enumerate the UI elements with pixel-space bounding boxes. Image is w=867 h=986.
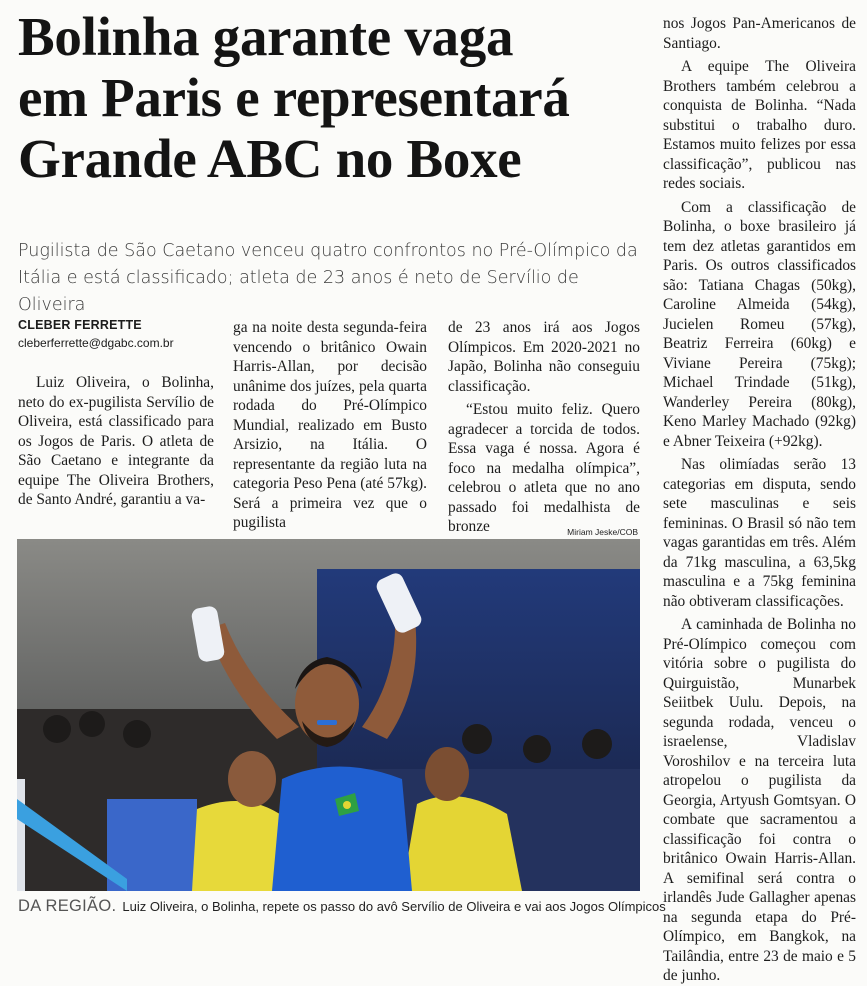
subheadline: Pugilista de São Caetano venceu quatro confrontos no Pré-Olímpico da Itália e está classificado; atleta de 23 anos é neto de Servílio de Oliveira xyxy=(18,241,638,315)
photo-credit: Miriam Jeske/COB xyxy=(567,527,638,537)
paragraph: A caminhada de Bolinha no Pré-Olímpico começou com vitória sobre o pugilista do Quirguistão, Munarbek Seiitbek Uulu. Depois, na segunda rodada, venceu o israelense, Vladislav Voroshilov e na terceira luta atropelou o pugilista da Georgia, Artyush Gomtsyan. O combate que sacramentou a classificação foi contra o britânico Owain Harris-Allan. A semifinal será contra o irlandês Jude Gallagher apenas na segunda etapa do Pré-Olímpico, em Bangkok, na Tailândia, entre 23 de maio e 5 de junho. xyxy=(663,616,856,984)
caption-tag: DA REGIÃO. xyxy=(18,897,117,915)
paragraph: “Estou muito feliz. Quero agradecer a torcida de todos. Essa vaga é nossa. Agora é foco na medalha olímpica”, celebrou o atleta que no ano passado foi medalhista de bronze xyxy=(448,401,640,535)
paragraph: Luiz Oliveira, o Bolinha, neto do ex-pugilista Servílio de Oliveira, está classificado para os Jogos de Paris. O atleta de São Caetano e integrante da equipe The Oliveira Brothers, de Santo André, garantiu a va- xyxy=(18,374,214,508)
photo-caption xyxy=(18,897,666,916)
headline-line-3: Grande ABC no Boxe xyxy=(18,128,522,189)
byline xyxy=(18,318,218,350)
headline xyxy=(18,6,650,189)
paragraph: Nas olimíadas serão 13 categorias em disputa, sendo sete masculinas e seis femininas. O Brasil só não tem vagas garantidas em três. Além da 71kg masculina, a 63,5kg masculina e a 75kg feminina não obtiveram classificações. xyxy=(663,456,856,610)
paragraph: A equipe The Oliveira Brothers também celebrou a conquista de Bolinha. “Nada substitui o trabalho duro. Estamos muito felizes por essa classificação”, publicou nas redes sociais. xyxy=(663,58,856,192)
paragraph: Com a classificação de Bolinha, o boxe brasileiro já tem dez atletas garantidos em Paris. Os outros classificados são: Tatiana Chagas (50kg), Caroline Almeida (54kg), Jucielen Romeu (57kg), Beatriz Ferreira (60kg) e Viviane Pereira (75kg); Michael Trindade (51kg), Wanderley Pereira (80kg), Keno Marley Machado (92kg) e Abner Teixeira (+92kg). xyxy=(663,198,856,450)
paragraph: de 23 anos irá aos Jogos Olímpicos. Em 2020-2021 no Japão, Bolinha não conseguiu classificação. xyxy=(448,319,640,395)
caption-text: Luiz Oliveira, o Bolinha, repete os passo do avô Servílio de Oliveira e vai aos Jogos Olímpicos xyxy=(122,899,666,914)
boxer-photo xyxy=(17,539,640,891)
article-column-4 xyxy=(663,14,856,986)
headline-line-1: Bolinha garante vaga xyxy=(18,6,514,67)
article-column-1 xyxy=(18,373,214,510)
headline-line-2: em Paris e representará xyxy=(18,67,570,128)
author-email: cleberferrette@dgabc.com.br xyxy=(18,336,174,350)
paragraph: nos Jogos Pan-Americanos de Santiago. xyxy=(663,15,856,52)
article-column-3 xyxy=(448,318,640,537)
article-column-2 xyxy=(233,318,427,533)
paragraph: ga na noite desta segunda-feira vencendo o britânico Owain Harris-Allan, por decisão unânime dos juízes, pela quarta rodada do Pré-Olímpico Mundial, realizado em Busto Arsizio, na Itália. O representante da região luta na categoria Peso Pena (até 57kg). Será a primeira vez que o pugilista xyxy=(233,319,427,531)
author-name: CLEBER FERRETTE xyxy=(18,318,142,332)
